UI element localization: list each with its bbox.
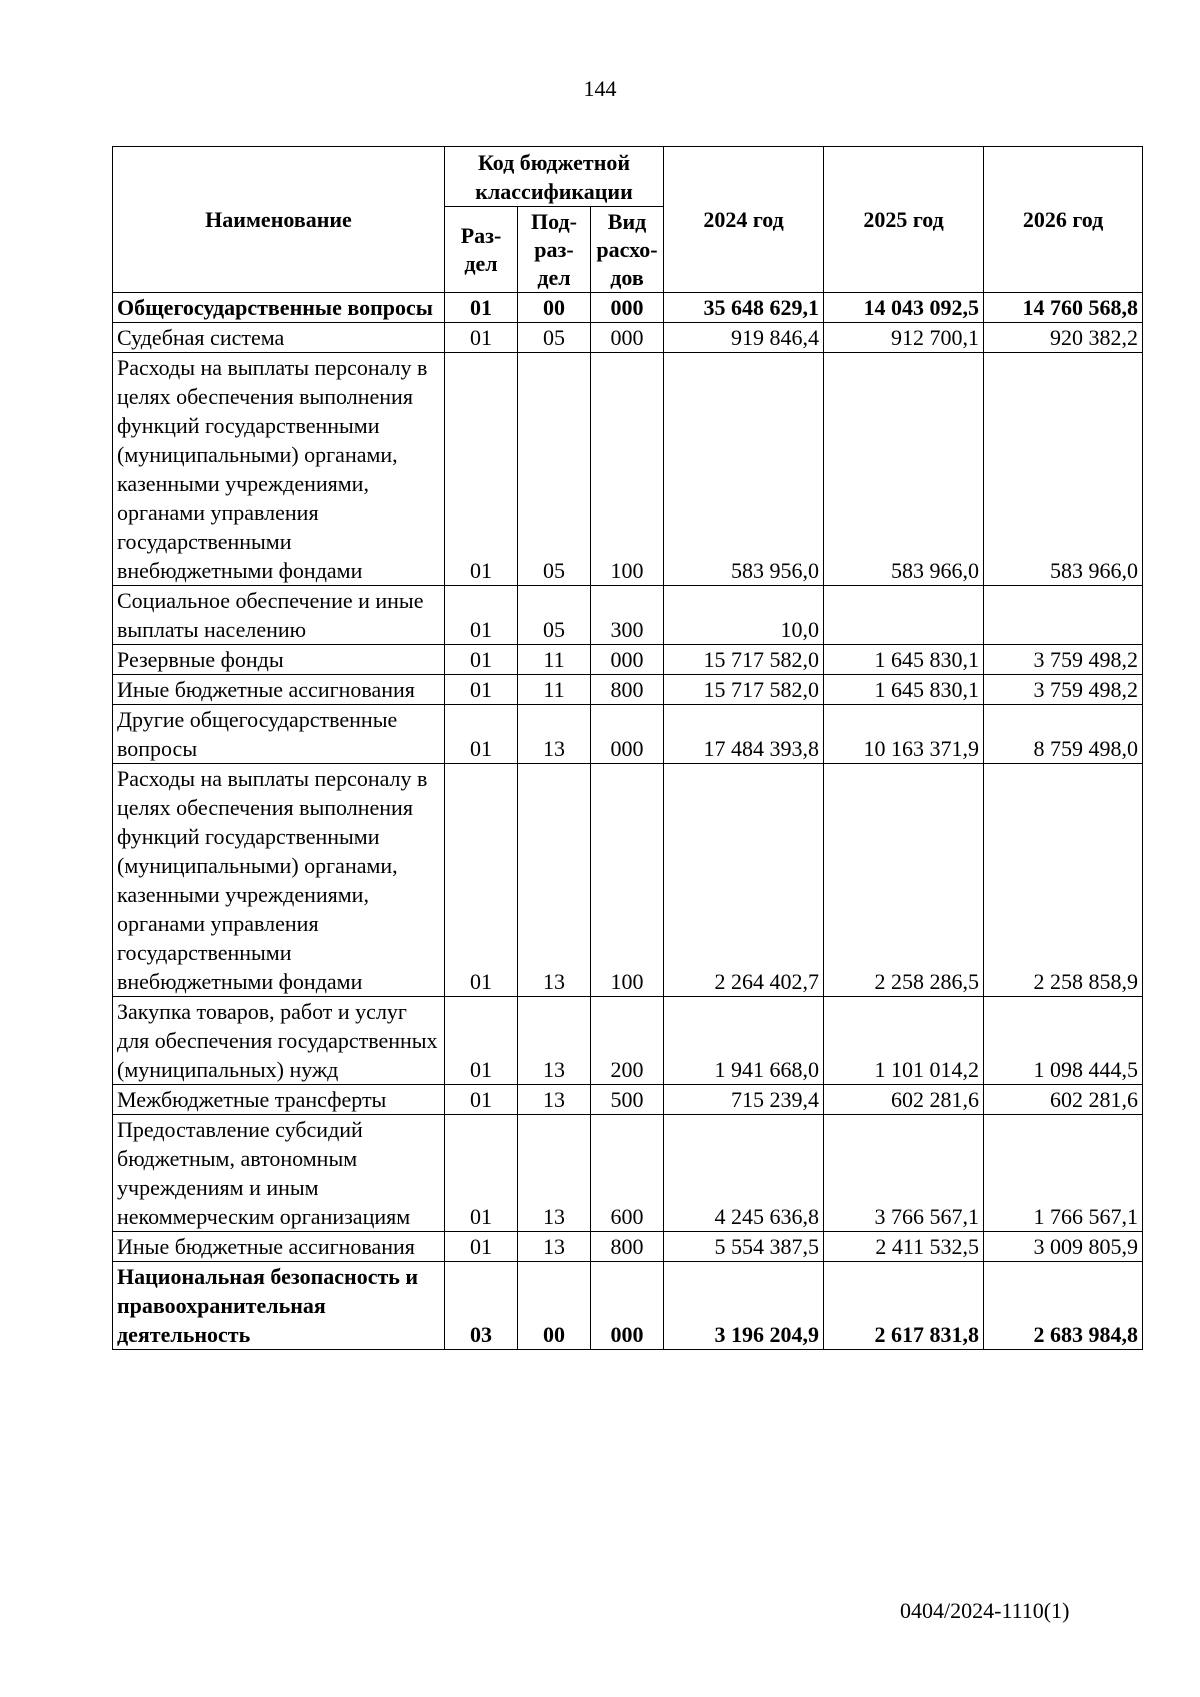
page-number: 144 [583,76,617,101]
header-razdel: Раз-дел [445,207,518,293]
cell-2026: 3 759 498,2 [984,645,1143,675]
table-body [113,293,1143,1350]
cell-podrazdel: 13 [518,1115,591,1232]
cell-2026: 1 098 444,5 [984,997,1143,1085]
cell-2025 [824,586,984,645]
cell-2025: 912 700,1 [824,323,984,353]
cell-podrazdel: 05 [518,353,591,586]
cell-vid: 200 [591,997,664,1085]
cell-razdel: 01 [445,1232,518,1262]
cell-vid: 300 [591,586,664,645]
cell-name: Расходы на выплаты персоналу в целях обеспечения выполнения функций государственными (муниципальными) органами, казенными учреждениями, органами управления государственными внебюджетными фондами [113,353,445,586]
cell-2024: 1 941 668,0 [664,997,824,1085]
cell-2026: 3 009 805,9 [984,1232,1143,1262]
cell-2026: 8 759 498,0 [984,705,1143,764]
cell-2025: 1 645 830,1 [824,645,984,675]
cell-vid: 000 [591,1262,664,1350]
table-row [113,705,1143,764]
cell-2026: 602 281,6 [984,1085,1143,1115]
cell-podrazdel: 13 [518,705,591,764]
cell-2025: 1 645 830,1 [824,675,984,705]
table-row [113,353,1143,586]
cell-name: Расходы на выплаты персоналу в целях обеспечения выполнения функций государственными (муниципальными) органами, казенными учреждениями, органами управления государственными внебюджетными фондами [113,764,445,997]
cell-name: Национальная безопасность и правоохранительная деятельность [113,1262,445,1350]
cell-2026: 3 759 498,2 [984,675,1143,705]
table-row [113,675,1143,705]
cell-name: Иные бюджетные ассигнования [113,675,445,705]
cell-vid: 100 [591,764,664,997]
cell-podrazdel: 00 [518,1262,591,1350]
table-row [113,1085,1143,1115]
cell-2024: 15 717 582,0 [664,645,824,675]
cell-2025: 3 766 567,1 [824,1115,984,1232]
table-row [113,1232,1143,1262]
cell-name: Межбюджетные трансферты [113,1085,445,1115]
cell-2025: 2 617 831,8 [824,1262,984,1350]
cell-vid: 500 [591,1085,664,1115]
header-2026: 2026 год [984,147,1143,293]
cell-2024: 17 484 393,8 [664,705,824,764]
cell-name: Общегосударственные вопросы [113,293,445,323]
table-row [113,293,1143,323]
cell-podrazdel: 11 [518,645,591,675]
cell-podrazdel: 05 [518,323,591,353]
cell-2025: 14 043 092,5 [824,293,984,323]
cell-vid: 100 [591,353,664,586]
table-row [113,997,1143,1085]
cell-razdel: 01 [445,675,518,705]
cell-vid: 000 [591,705,664,764]
header-vid: Вид расхо-дов [591,207,664,293]
cell-razdel: 01 [445,645,518,675]
cell-vid: 800 [591,1232,664,1262]
cell-2024: 10,0 [664,586,824,645]
cell-name: Другие общегосударственные вопросы [113,705,445,764]
cell-2026 [984,586,1143,645]
header-2025: 2025 год [824,147,984,293]
cell-2025: 1 101 014,2 [824,997,984,1085]
header-code-group: Код бюджетной классификации [445,147,664,207]
table-row [113,1115,1143,1232]
cell-razdel: 03 [445,1262,518,1350]
header-podrazdel: Под-раз-дел [518,207,591,293]
cell-2024: 2 264 402,7 [664,764,824,997]
cell-2024: 4 245 636,8 [664,1115,824,1232]
header-name: Наименование [113,147,445,293]
cell-razdel: 01 [445,353,518,586]
cell-razdel: 01 [445,764,518,997]
table-row [113,764,1143,997]
cell-vid: 800 [591,675,664,705]
cell-razdel: 01 [445,997,518,1085]
cell-name: Предоставление субсидий бюджетным, автономным учреждениям и иным некоммерческим организациям [113,1115,445,1232]
cell-vid: 600 [591,1115,664,1232]
cell-razdel: 01 [445,586,518,645]
cell-razdel: 01 [445,293,518,323]
cell-2024: 715 239,4 [664,1085,824,1115]
cell-podrazdel: 00 [518,293,591,323]
cell-2024: 583 956,0 [664,353,824,586]
cell-podrazdel: 13 [518,997,591,1085]
cell-podrazdel: 13 [518,764,591,997]
cell-2024: 3 196 204,9 [664,1262,824,1350]
cell-2024: 15 717 582,0 [664,675,824,705]
cell-2024: 35 648 629,1 [664,293,824,323]
cell-razdel: 01 [445,1085,518,1115]
table-row [113,1262,1143,1350]
cell-2024: 5 554 387,5 [664,1232,824,1262]
table-header [113,147,1143,293]
cell-vid: 000 [591,323,664,353]
table-row [113,586,1143,645]
cell-2025: 2 411 532,5 [824,1232,984,1262]
cell-name: Закупка товаров, работ и услуг для обеспечения государственных (муниципальных) нужд [113,997,445,1085]
cell-podrazdel: 13 [518,1232,591,1262]
cell-2025: 2 258 286,5 [824,764,984,997]
cell-podrazdel: 13 [518,1085,591,1115]
cell-name: Иные бюджетные ассигнования [113,1232,445,1262]
cell-2026: 583 966,0 [984,353,1143,586]
document-code: 0404/2024-1110(1) [900,1598,1070,1623]
cell-name: Судебная система [113,323,445,353]
budget-table [112,146,1143,1350]
cell-vid: 000 [591,645,664,675]
cell-2026: 920 382,2 [984,323,1143,353]
cell-name: Резервные фонды [113,645,445,675]
cell-2026: 14 760 568,8 [984,293,1143,323]
cell-podrazdel: 11 [518,675,591,705]
cell-name: Социальное обеспечение и иные выплаты населению [113,586,445,645]
cell-vid: 000 [591,293,664,323]
cell-razdel: 01 [445,705,518,764]
cell-2024: 919 846,4 [664,323,824,353]
cell-2026: 2 258 858,9 [984,764,1143,997]
table-row [113,323,1143,353]
cell-2025: 602 281,6 [824,1085,984,1115]
cell-2026: 1 766 567,1 [984,1115,1143,1232]
cell-2025: 583 966,0 [824,353,984,586]
cell-razdel: 01 [445,323,518,353]
cell-2025: 10 163 371,9 [824,705,984,764]
cell-2026: 2 683 984,8 [984,1262,1143,1350]
cell-razdel: 01 [445,1115,518,1232]
table-row [113,645,1143,675]
cell-podrazdel: 05 [518,586,591,645]
header-2024: 2024 год [664,147,824,293]
